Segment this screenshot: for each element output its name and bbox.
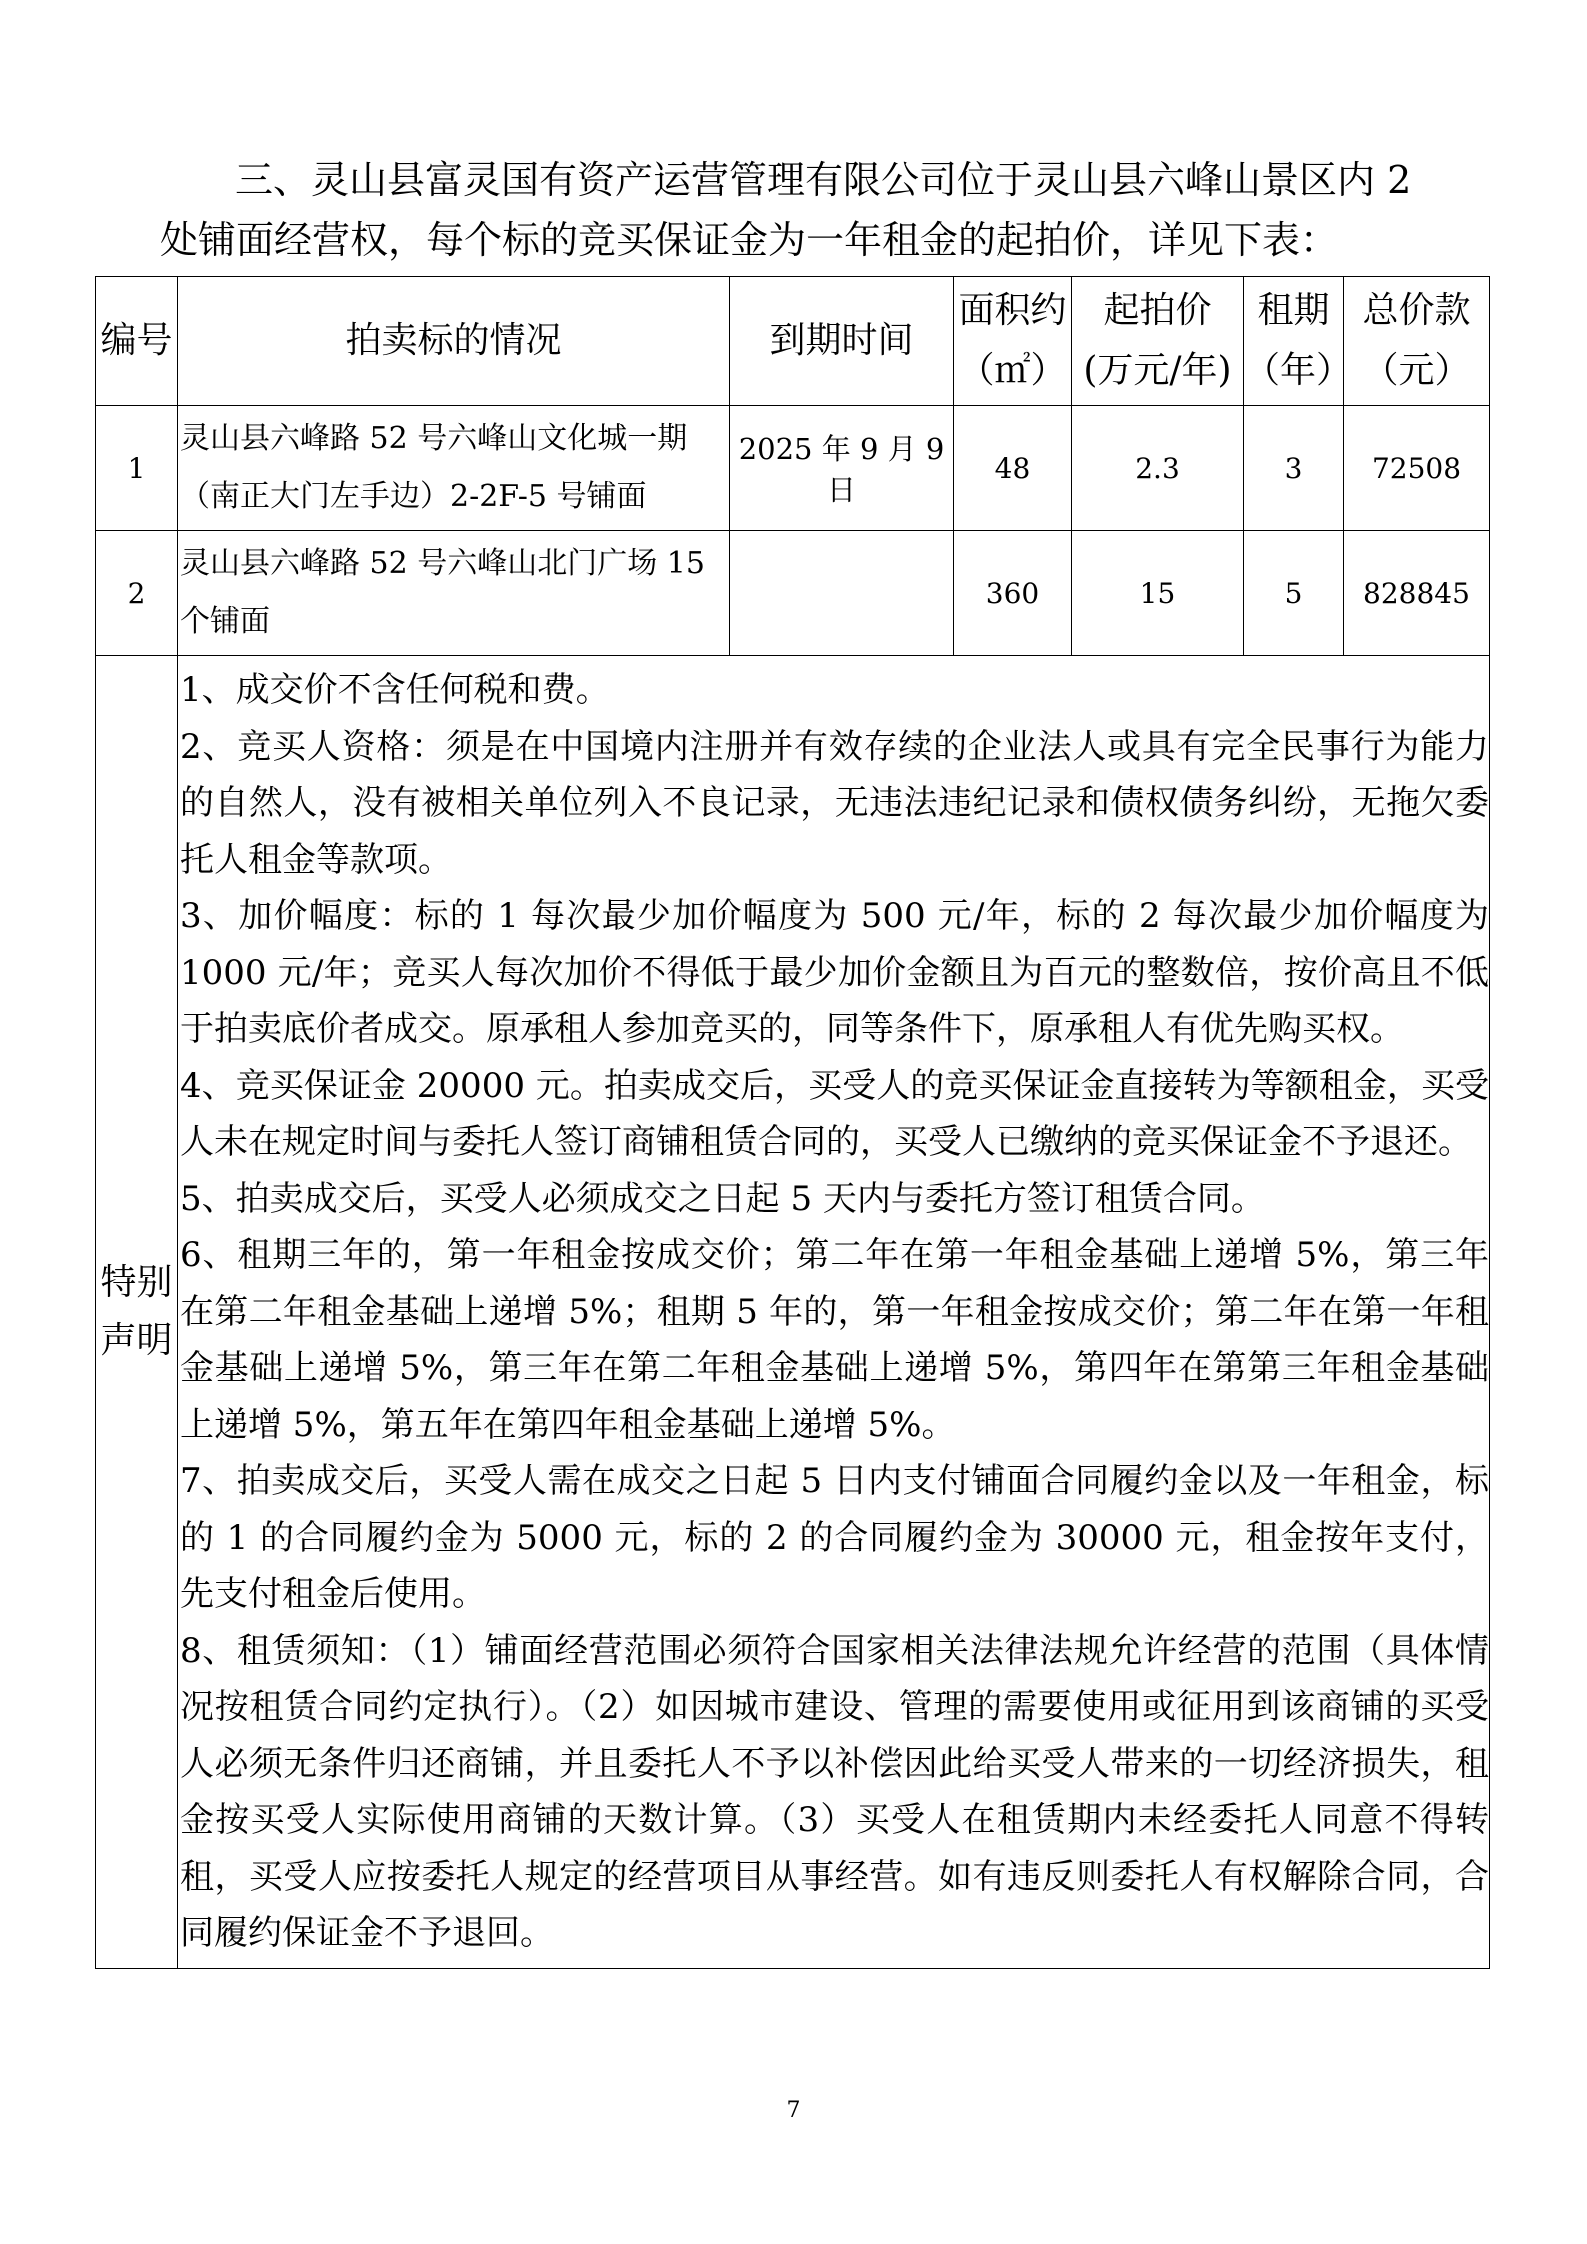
row-desc-line1: 灵山县六峰路 52 号六峰山文化城一期: [180, 421, 688, 456]
row-term: 5: [1244, 531, 1344, 656]
note-item: 5、拍卖成交后，买受人必须成交之日起 5 天内与委托方签订租赁合同。: [180, 1178, 1265, 1219]
header-desc: 拍卖标的情况: [178, 277, 730, 406]
header-area-line1: 面积约: [958, 290, 1067, 331]
notes-label-line2: 声明: [100, 1319, 173, 1361]
row-expiry: [730, 531, 954, 656]
header-total-line1: 总价款: [1362, 290, 1471, 331]
row-no: 2: [96, 531, 178, 656]
header-term-line1: 租期: [1257, 290, 1330, 331]
row-total: 828845: [1344, 531, 1490, 656]
note-item: 7、拍卖成交后，买受人需在成交之日起 5 日内支付铺面合同履约金以及一年租金，标的 1 的合同履约金为 5000 元，标的 2 的合同履约金为 30000 元，租金按年支付，先支付租金后使用。: [180, 1461, 1489, 1614]
notes-label-line1: 特别: [100, 1261, 173, 1303]
row-desc-line2: 个铺面: [180, 604, 270, 639]
header-total: [1344, 277, 1490, 406]
row-desc: [178, 531, 730, 656]
row-desc: [178, 406, 730, 531]
table-row: [96, 531, 1490, 656]
header-price-line2: (万元/年): [1083, 350, 1232, 391]
row-term: 3: [1244, 406, 1344, 531]
row-price: 15: [1072, 531, 1244, 656]
notes-label: [96, 656, 178, 1969]
row-desc-line1: 灵山县六峰路 52 号六峰山北门广场 15: [180, 546, 705, 581]
row-area: 48: [954, 406, 1072, 531]
row-price: 2.3: [1072, 406, 1244, 531]
notes-content: [178, 656, 1490, 1969]
page-number: 7: [786, 2098, 801, 2123]
auction-table: [95, 276, 1490, 1969]
header-expiry: 到期时间: [730, 277, 954, 406]
row-area: 360: [954, 531, 1072, 656]
header-price-line1: 起拍价: [1103, 290, 1212, 331]
intro-paragraph: [160, 150, 1490, 270]
row-total: 72508: [1344, 406, 1490, 531]
header-area-line2: （㎡）: [958, 350, 1067, 391]
note-item: 2、竞买人资格：须是在中国境内注册并有效存续的企业法人或具有完全民事行为能力的自然人，没有被相关单位列入不良记录，无违法违纪记录和债权债务纠纷，无拖欠委托人租金等款项。: [180, 726, 1489, 880]
note-item: 8、租赁须知：（1）铺面经营范围必须符合国家相关法律法规允许经营的范围（具体情况按租赁合同约定执行）。（2）如因城市建设、管理的需要使用或征用到该商铺的买受人必须无条件归还商铺，并且委托人不予以补偿因此给买受人带来的一切经济损失，租金按买受人实际使用商铺的天数计算。（3）买受人在租赁期内未经委托人同意不得转租，买受人应按委托人规定的经营项目从事经营。如有违反则委托人有权解除合同，合同履约保证金不予退回。: [180, 1630, 1489, 1953]
header-area: [954, 277, 1072, 406]
intro-line-2: 处铺面经营权，每个标的竞买保证金为一年租金的起拍价，详见下表：: [160, 218, 1339, 262]
header-term: [1244, 277, 1353, 406]
header-no: 编号: [96, 277, 178, 406]
note-item: 4、竞买保证金 20000 元。拍卖成交后，买受人的竞买保证金直接转为等额租金，买受人未在规定时间与委托人签订商铺租赁合同的，买受人已缴纳的竞买保证金不予退还。: [180, 1065, 1489, 1162]
note-item: 1、成交价不含任何税和费。: [180, 670, 610, 710]
header-total-line2: （元）: [1362, 350, 1471, 391]
intro-line-1: 三、灵山县富灵国有资产运营管理有限公司位于灵山县六峰山景区内 2: [235, 158, 1412, 202]
note-item: 6、租期三年的，第一年租金按成交价；第二年在第一年租金基础上递增 5%，第三年在第二年租金基础上递增 5%；租期 5 年的，第一年租金按成交价；第二年在第一年租金基础上递增 5%，第三年在第二年租金基础上递增 5%，第四年在第第三年租金基础上递增 5%，第五年在第四年租金基础上递增 5%。: [180, 1235, 1489, 1445]
table-row: [96, 406, 1490, 531]
notes-row: [96, 656, 1490, 1969]
table-header-row: [96, 277, 1490, 406]
note-item: 3、加价幅度：标的 1 每次最少加价幅度为 500 元/年，标的 2 每次最少加价幅度为 1000 元/年；竞买人每次加价不得低于最少加价金额且为百元的整数倍，按价高且不低于拍卖底价者成交。原承租人参加竞买的，同等条件下，原承租人有优先购买权。: [180, 896, 1489, 1049]
row-desc-line2: （南正大门左手边）2-2F-5 号铺面: [180, 479, 647, 514]
row-no: 1: [96, 406, 178, 531]
header-term-line2: （年）: [1244, 350, 1353, 391]
header-price: [1072, 277, 1244, 406]
row-expiry: 2025 年 9 月 9 日: [730, 406, 954, 531]
